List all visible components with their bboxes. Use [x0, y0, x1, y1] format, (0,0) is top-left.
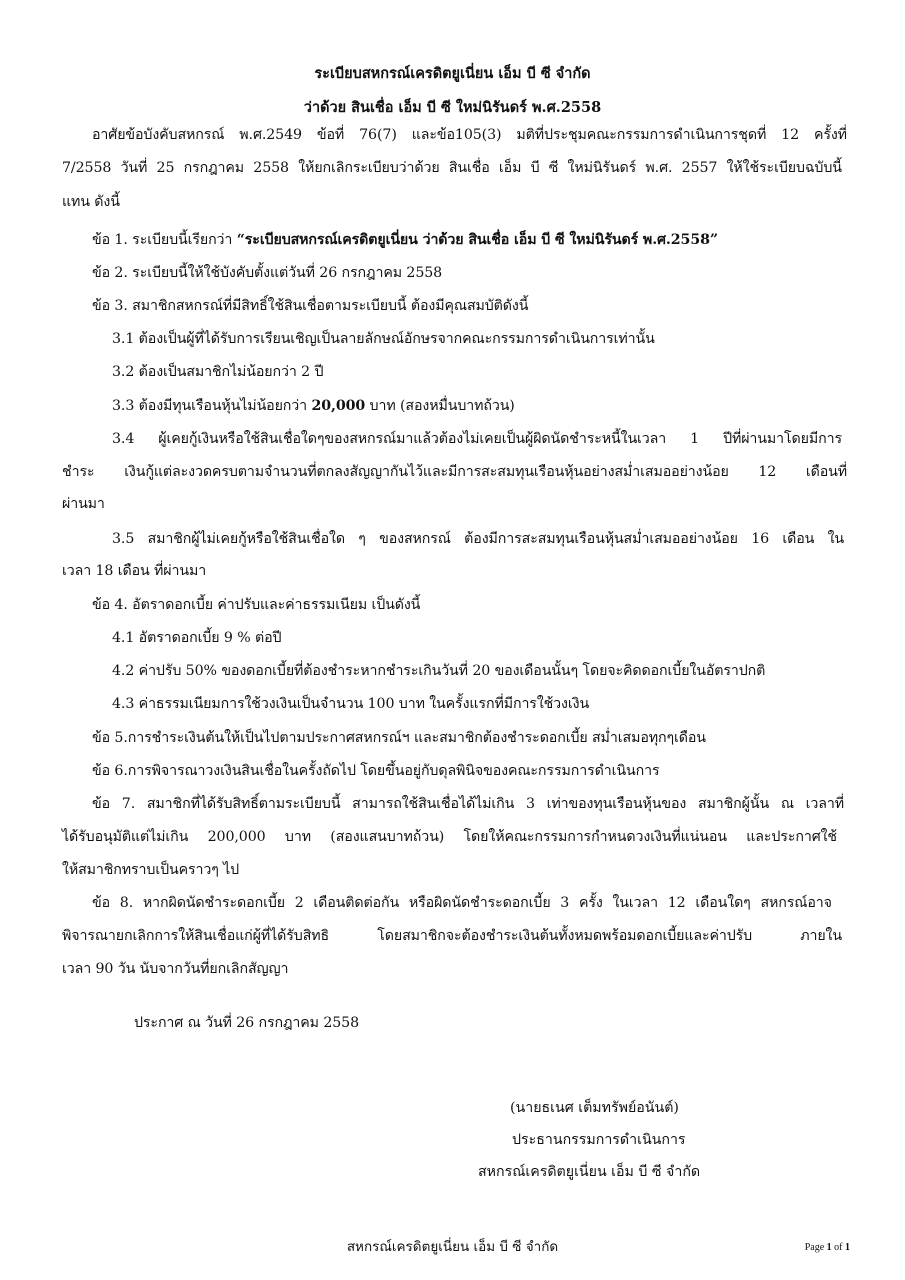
word: 2557 — [681, 160, 718, 176]
clause-7-line — [92, 794, 844, 814]
clause-3-3-text: 3.3 ต้องมีทุนเรือนหุ้นไม่น้อยกว่า — [112, 398, 312, 414]
word: ข้อ — [92, 895, 111, 911]
word: พิจารณายกเลิกการให้สินเชื่อแก่ผู้ที่ได้รับสิทธิ — [62, 928, 330, 944]
word: ให้ยกเลิกระเบียบว่าด้วย — [298, 160, 440, 176]
word: โดยสมาชิกจะต้องชำระเงินต้นทั้งหมดพร้อมดอกเบี้ยและค่าปรับ — [377, 928, 753, 944]
word: โดยให้คณะกรรมการกำหนดวงเงินที่แน่นอน — [463, 829, 727, 845]
word: ของสหกรณ์ — [379, 531, 451, 547]
clause-1-text: ข้อ 1. ระเบียบนี้เรียกว่า — [92, 232, 237, 248]
word: หรือผิดนัดชำระดอกเบี้ย — [408, 895, 551, 911]
word: ปีที่ผ่านมาโดยมีการ — [723, 431, 842, 447]
clause-6: ข้อ 6.การพิจารณาวงเงินสินเชื่อในครั้งถัดไป โดยขึ้นอยู่กับดุลพินิจของคณะกรรมการดำเนินการ — [92, 763, 660, 779]
word: เอ็ม — [498, 160, 522, 176]
clause-4: ข้อ 4. อัตราดอกเบี้ย ค่าปรับและค่าธรรมเนียม เป็นดังนี้ — [92, 597, 421, 613]
preamble-line: แทน ดังนี้ — [62, 194, 120, 210]
clause-3-4-line: ผ่านมา — [62, 496, 105, 512]
word: พ.ศ.2549 — [239, 127, 302, 143]
clause-3-2: 3.2 ต้องเป็นสมาชิกไม่น้อยกว่า 2 ปี — [112, 364, 324, 380]
clause-3-3 — [112, 396, 515, 416]
word: บาท — [284, 829, 311, 845]
word: อาศัยข้อบังคับสหกรณ์ — [92, 127, 225, 143]
word: ซี — [548, 160, 559, 176]
word: เดือนที่ — [805, 464, 847, 480]
word: 12 — [781, 127, 799, 143]
word: ณ — [780, 796, 794, 812]
clause-4-3: 4.3 ค่าธรรมเนียมการใช้วงเงินเป็นจำนวน 100 บาท ในครั้งแรกที่มีการใช้วงเงิน — [112, 696, 590, 712]
word: ในเวลา — [612, 895, 658, 911]
word: กรกฎาคม — [183, 160, 245, 176]
word: เงินกู้แต่ละงวดครบตามจำนวนที่ตกลงสัญญากันไว้และมีการสะสมทุนเรือนหุ้นอย่างสม่ำเสมออย่างน้อย — [124, 464, 729, 480]
word: สมาชิกที่ได้รับสิทธิ์ตามระเบียบนี้ — [146, 796, 341, 812]
word: ให้ใช้ระเบียบฉบับนี้ — [726, 160, 842, 176]
word: 3 — [525, 796, 535, 812]
word: เวลาที่ — [805, 796, 844, 812]
signatory-position: ประธานกรรมการดำเนินการ — [512, 1132, 686, 1148]
word: 8. — [119, 895, 134, 911]
word: ๆ — [358, 531, 366, 547]
word: สามารถใช้สินเชื่อได้ไม่เกิน — [352, 796, 515, 812]
word: สินเชื่อ — [448, 160, 490, 176]
clause-3-1: 3.1 ต้องเป็นผู้ที่ได้รับการเรียนเชิญเป็นลายลักษณ์อักษรจากคณะกรรมการดำเนินการเท่านั้น — [112, 331, 655, 347]
word: 7/2558 — [62, 160, 112, 176]
word: 3.4 — [112, 431, 135, 447]
word: ครั้งที่ — [813, 127, 847, 143]
word: 7. — [121, 796, 136, 812]
word: 200,000 — [207, 829, 266, 845]
clause-3-3-suffix: บาท (สองหมื่นบาทถ้วน) — [365, 398, 515, 414]
page-current: 1 — [826, 1242, 832, 1253]
clause-8-line — [92, 893, 832, 913]
clause-3-4-line — [112, 429, 842, 449]
clause-5: ข้อ 5.การชำระเงินต้นให้เป็นไปตามประกาศสหกรณ์ฯ และสมาชิกต้องชำระดอกเบี้ย สม่ำเสมอทุกๆเดือน — [92, 730, 706, 746]
clause-1 — [92, 230, 718, 250]
word: ใหม่นิรันดร์ — [567, 160, 637, 176]
clause-4-1: 4.1 อัตราดอกเบี้ย 9 % ต่อปี — [112, 630, 282, 646]
clause-3-5-line — [112, 529, 844, 549]
clause-8-line — [62, 926, 842, 946]
word: 12 — [758, 464, 777, 480]
word: 1 — [690, 431, 700, 447]
clause-2: ข้อ 2. ระเบียบนี้ให้ใช้บังคับตั้งแต่วันที่ 26 กรกฎาคม 2558 — [92, 265, 443, 281]
word: เท่าของทุนเรือนหุ้นของ — [546, 796, 687, 812]
word: 16 — [751, 531, 770, 547]
word: เดือนติดต่อกัน — [313, 895, 400, 911]
word: และข้อ105(3) — [411, 127, 502, 143]
word: สหกรณ์อาจ — [760, 895, 832, 911]
word: บี — [530, 160, 540, 176]
page-number — [805, 1240, 850, 1256]
word: ภายใน — [800, 928, 842, 944]
word: วันที่ — [120, 160, 148, 176]
word: ข้อ — [92, 796, 111, 812]
signatory-name: (นายธเนศ เต็มทรัพย์อนันต์) — [510, 1100, 679, 1116]
word: 3 — [560, 895, 570, 911]
word: พ.ศ. — [645, 160, 673, 176]
word: สมาชิกผู้ไม่เคยกู้หรือใช้สินเชื่อใด — [147, 531, 345, 547]
page-prefix: Page — [804, 1242, 827, 1253]
word: ข้อที่ — [316, 127, 345, 143]
word: 12 — [667, 895, 686, 911]
word: ต้องมีการสะสมทุนเรือนหุ้นสม่ำเสมออย่างน้อย — [464, 531, 738, 547]
word: 2558 — [253, 160, 289, 176]
announcement-date: ประกาศ ณ วันที่ 26 กรกฎาคม 2558 — [134, 1015, 360, 1031]
preamble-line — [92, 125, 847, 145]
share-amount: 20,000 — [311, 398, 366, 414]
preamble-line — [62, 158, 842, 178]
word: 2 — [294, 895, 304, 911]
clause-4-2: 4.2 ค่าปรับ 50% ของดอกเบี้ยที่ต้องชำระหากชำระเกินวันที่ 20 ของเดือนนั้นๆ โดยจะคิดดอกเบี้ยในอัตราปกติ — [112, 663, 766, 679]
page-total: 1 — [845, 1242, 850, 1253]
clause-3: ข้อ 3. สมาชิกสหกรณ์ที่มีสิทธิ์ใช้สินเชื่อตามระเบียบนี้ ต้องมีคุณสมบัติดังนี้ — [92, 298, 529, 314]
word: เดือน — [782, 531, 815, 547]
document-title: ระเบียบสหกรณ์เครดิตยูเนี่ยน เอ็ม บี ซี จำกัด — [314, 65, 591, 82]
document-subtitle: ว่าด้วย สินเชื่อ เอ็ม บี ซี ใหม่นิรันดร์ พ.ศ.2558 — [303, 99, 602, 116]
clause-7-line — [62, 827, 837, 847]
word: ได้รับอนุมัติแต่ไม่เกิน — [62, 829, 189, 845]
word: หากผิดนัดชำระดอกเบี้ย — [142, 895, 285, 911]
word: ใน — [827, 531, 844, 547]
signatory-organization: สหกรณ์เครดิตยูเนี่ยน เอ็ม บี ซี จำกัด — [478, 1164, 701, 1180]
word: 76(7) — [359, 127, 397, 143]
word: (สองแสนบาทถ้วน) — [330, 829, 445, 845]
page-of: of — [831, 1242, 845, 1253]
word: มติที่ประชุมคณะกรรมการดำเนินการชุดที่ — [516, 127, 767, 143]
word: ผู้เคยกู้เงินหรือใช้สินเชื่อใดๆของสหกรณ์มาแล้วต้องไม่เคยเป็นผู้ผิดนัดชำระหนี้ในเวลา — [158, 431, 667, 447]
word: เดือนใดๆ — [695, 895, 751, 911]
clause-3-4-line — [62, 462, 847, 482]
word: ครั้ง — [578, 895, 603, 911]
regulation-name: “ระเบียบสหกรณ์เครดิตยูเนี่ยน ว่าด้วย สินเชื่อ เอ็ม บี ซี ใหม่นิรันดร์ พ.ศ.2558” — [236, 232, 718, 248]
clause-7-line: ให้สมาชิกทราบเป็นคราวๆ ไป — [62, 862, 240, 878]
word: 3.5 — [112, 531, 135, 547]
footer-organization: สหกรณ์เครดิตยูเนี่ยน เอ็ม บี ซี จำกัด — [346, 1239, 559, 1255]
word: สมาชิกผู้นั้น — [697, 796, 770, 812]
word: 25 — [156, 160, 175, 176]
word: และประกาศใช้ — [746, 829, 837, 845]
clause-8-line: เวลา 90 วัน นับจากวันที่ยกเลิกสัญญา — [62, 961, 289, 977]
clause-3-5-line: เวลา 18 เดือน ที่ผ่านมา — [62, 563, 207, 579]
word: ชำระ — [62, 464, 95, 480]
